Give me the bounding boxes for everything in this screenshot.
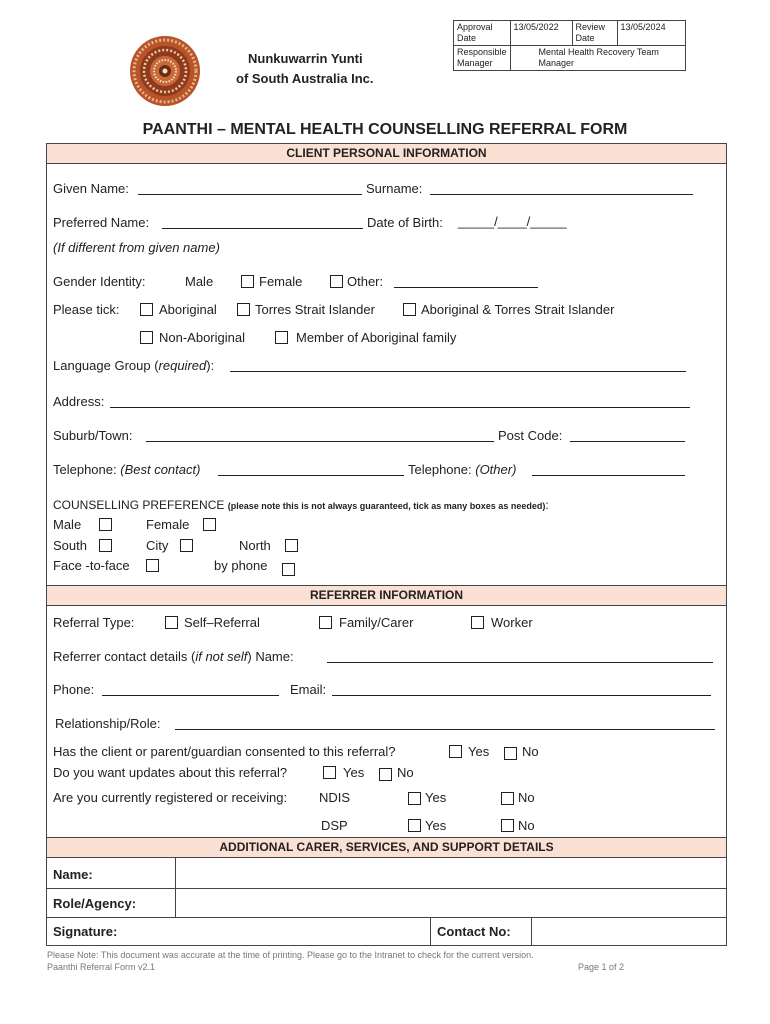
approval-date-value: 13/05/2022 <box>510 21 572 46</box>
preferred-name-note: (If different from given name) <box>53 240 220 255</box>
worker-checkbox[interactable] <box>471 616 484 629</box>
ndis-label: NDIS <box>319 790 351 805</box>
email-label: Email: <box>290 682 327 697</box>
updates-question: Do you want updates about this referral? <box>53 765 288 780</box>
updates-yes-checkbox[interactable] <box>323 766 336 779</box>
address-field[interactable] <box>110 407 690 408</box>
consent-yes-checkbox[interactable] <box>449 745 462 758</box>
language-label: Language Group (required): <box>53 358 215 373</box>
self-referral-label: Self–Referral <box>184 615 260 630</box>
client-section-header: CLIENT PERSONAL INFORMATION <box>46 143 727 164</box>
given-name-field[interactable] <box>138 194 362 195</box>
referrer-name-field[interactable] <box>327 662 713 663</box>
additional-name-label: Name: <box>53 867 93 882</box>
pref-face-checkbox[interactable] <box>146 559 159 572</box>
pref-south-checkbox[interactable] <box>99 539 112 552</box>
additional-contact-label: Contact No: <box>437 924 511 939</box>
ndis-yes-checkbox[interactable] <box>408 792 421 805</box>
additional-row-divider-1 <box>46 888 726 889</box>
self-referral-checkbox[interactable] <box>165 616 178 629</box>
document-meta-table <box>453 20 686 71</box>
telephone-other-label: Telephone: (Other) <box>408 462 517 477</box>
gender-female-label: Female <box>259 274 303 289</box>
additional-signature-field[interactable] <box>177 919 429 944</box>
email-field[interactable] <box>332 695 711 696</box>
pref-female-checkbox[interactable] <box>203 518 216 531</box>
worker-label: Worker <box>491 615 533 630</box>
aboriginal-tsi-label: Aboriginal & Torres Strait Islander <box>421 302 615 317</box>
review-date-value: 13/05/2024 <box>617 21 685 46</box>
contact-divider <box>531 917 532 945</box>
postcode-label: Post Code: <box>498 428 563 443</box>
pref-north-label: North <box>239 538 271 553</box>
pref-phone-checkbox[interactable] <box>282 563 295 576</box>
family-carer-checkbox[interactable] <box>319 616 332 629</box>
dsp-no-checkbox[interactable] <box>501 819 514 832</box>
footer-version: Paanthi Referral Form v2.1 <box>47 962 156 972</box>
consent-question: Has the client or parent/guardian consented to this referral? <box>53 744 396 759</box>
referrer-contact-label: Referrer contact details (if not self) Name: <box>53 649 294 664</box>
relationship-label: Relationship/Role: <box>55 716 161 731</box>
gender-other-field[interactable] <box>394 287 538 288</box>
gender-other-label: Other: <box>347 274 384 289</box>
surname-field[interactable] <box>430 194 693 195</box>
additional-section-header: ADDITIONAL CARER, SERVICES, AND SUPPORT DETAILS <box>46 837 727 858</box>
telephone-other-field[interactable] <box>532 475 685 476</box>
postcode-field[interactable] <box>570 441 685 442</box>
form-title: PAANTHI – MENTAL HEALTH COUNSELLING REFERRAL FORM <box>142 121 628 138</box>
gender-male-label: Male <box>185 274 214 289</box>
suburb-label: Suburb/Town: <box>53 428 133 443</box>
aboriginal-checkbox[interactable] <box>140 303 153 316</box>
referrer-section-header: REFERRER INFORMATION <box>46 585 727 606</box>
additional-signature-label: Signature: <box>53 924 118 939</box>
additional-role-label: Role/Agency: <box>53 896 137 911</box>
tsi-label: Torres Strait Islander <box>255 302 375 317</box>
additional-row-divider-2 <box>46 917 726 918</box>
aboriginal-label: Aboriginal <box>159 302 217 317</box>
consent-yes-label: Yes <box>468 744 490 759</box>
manager-value: Mental Health Recovery Team Manager <box>510 46 685 71</box>
telephone-best-field[interactable] <box>218 475 404 476</box>
dsp-yes-checkbox[interactable] <box>408 819 421 832</box>
pref-face-label: Face -to-face <box>53 558 130 573</box>
preferred-name-label: Preferred Name: <box>53 215 150 230</box>
pref-south-label: South <box>53 538 87 553</box>
additional-contact-field[interactable] <box>533 919 723 944</box>
updates-no-label: No <box>397 765 414 780</box>
gender-label: Gender Identity: <box>53 274 146 289</box>
consent-no-checkbox[interactable] <box>504 747 517 760</box>
referral-type-label: Referral Type: <box>53 615 135 630</box>
dot-art-logo-icon <box>129 35 201 107</box>
relationship-field[interactable] <box>175 729 715 730</box>
tick-label: Please tick: <box>53 302 120 317</box>
family-carer-label: Family/Carer <box>339 615 414 630</box>
dsp-label: DSP <box>321 818 348 833</box>
additional-name-field[interactable] <box>177 859 723 887</box>
dob-field[interactable]: _____/____/_____ <box>458 214 567 229</box>
preferred-name-field[interactable] <box>162 228 363 229</box>
counselling-preference-title: COUNSELLING PREFERENCE (please note this is not always guaranteed, tick as many boxes as needed): <box>53 498 549 512</box>
consent-no-label: No <box>522 744 539 759</box>
review-date-label: Review Date <box>572 21 617 46</box>
aboriginal-tsi-checkbox[interactable] <box>403 303 416 316</box>
registered-question: Are you currently registered or receiving: <box>53 790 288 805</box>
footer-page: Page 1 of 2 <box>578 962 625 972</box>
updates-no-checkbox[interactable] <box>379 768 392 781</box>
member-family-label: Member of Aboriginal family <box>296 330 457 345</box>
pref-male-checkbox[interactable] <box>99 518 112 531</box>
member-family-checkbox[interactable] <box>275 331 288 344</box>
approval-date-label: Approval Date <box>454 21 511 46</box>
address-label: Address: <box>53 394 105 409</box>
footer-note: Please Note: This document was accurate at the time of printing. Please go to the Intranet to check for the current version. <box>47 950 534 960</box>
gender-other-checkbox[interactable] <box>330 275 343 288</box>
surname-label: Surname: <box>366 181 423 196</box>
phone-label: Phone: <box>53 682 95 697</box>
pref-female-label: Female <box>146 517 190 532</box>
dsp-yes-label: Yes <box>425 818 447 833</box>
pref-male-label: Male <box>53 517 82 532</box>
pref-city-label: City <box>146 538 169 553</box>
non-aboriginal-checkbox[interactable] <box>140 331 153 344</box>
given-name-label: Given Name: <box>53 181 129 196</box>
org-name-line1: Nunkuwarrin Yunti <box>248 51 363 66</box>
phone-field[interactable] <box>102 695 279 696</box>
pref-north-checkbox[interactable] <box>285 539 298 552</box>
ndis-yes-label: Yes <box>425 790 447 805</box>
ndis-no-checkbox[interactable] <box>501 792 514 805</box>
org-logo <box>129 35 201 107</box>
non-aboriginal-label: Non-Aboriginal <box>159 330 245 345</box>
manager-label: Responsible Manager <box>454 46 511 71</box>
signature-divider <box>430 917 431 945</box>
language-field[interactable] <box>230 371 686 372</box>
dsp-no-label: No <box>518 818 535 833</box>
org-name-line2: of South Australia Inc. <box>236 71 374 86</box>
ndis-no-label: No <box>518 790 535 805</box>
dob-label: Date of Birth: <box>367 215 443 230</box>
pref-phone-label: by phone <box>214 558 268 573</box>
updates-yes-label: Yes <box>343 765 365 780</box>
gender-female-checkbox[interactable] <box>241 275 254 288</box>
telephone-best-label: Telephone: (Best contact) <box>53 462 201 477</box>
additional-role-field[interactable] <box>177 890 723 916</box>
suburb-field[interactable] <box>146 441 494 442</box>
pref-city-checkbox[interactable] <box>180 539 193 552</box>
tsi-checkbox[interactable] <box>237 303 250 316</box>
